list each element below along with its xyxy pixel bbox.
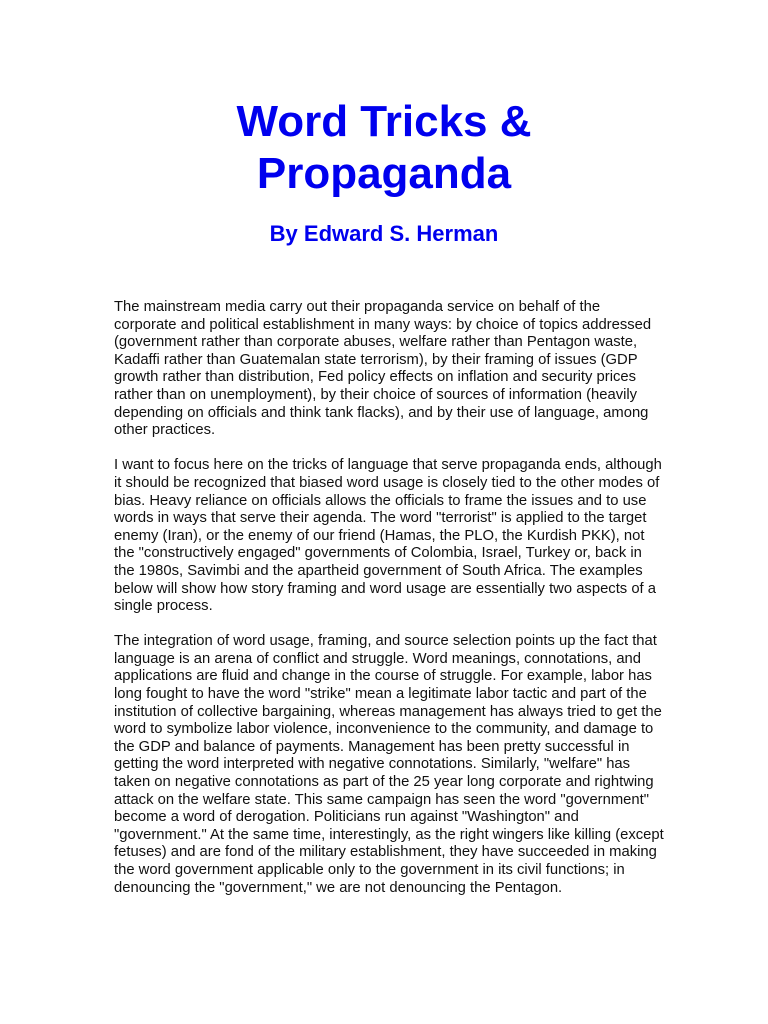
paragraph-1: The mainstream media carry out their propaganda service on behalf of the corporate and political establishment in many ways: by choice of topics addressed (government rather than corporate abuses, welfare rather than Pentagon waste, Kadaffi rather than Guatemalan state terrorism), by their framing of issues (GDP growth rather than distribution, Fed policy effects on inflation and security prices rather than on unemployment), by their choice of sources of information (heavily depending on officials and think tank flacks), and by their use of language, among other practices.	[114, 299, 652, 439]
article-body	[114, 299, 664, 915]
paragraph-3: The integration of word usage, framing, and source selection points up the fact that language is an arena of conflict and struggle. Word meanings, connotations, and applications are fluid and change in the course of struggle. For example, labor has long fought to have the word "strike" mean a legitimate labor tactic and part of the institution of collective bargaining, whereas management has always tried to get the word to symbolize labor violence, inconvenience to the community, and damage to the GDP and balance of payments. Management has been pretty successful in getting the word interpreted with negative connotations. Similarly, "welfare" has taken on negative connotations as part of the 25 year long corporate and rightwing attack on the welfare state. This same campaign has seen the word "government" become a word of derogation. Politicians run against "Washington" and "government." At the same time, interestingly, as the right wingers like killing (except fetuses) and are fond of the military establishment, they have succeeded in making the word government applicable only to the government in its civil functions; in denouncing the "government," we are not denouncing the Pentagon.	[114, 633, 664, 896]
paragraph-2: I want to focus here on the tricks of language that serve propaganda ends, although it should be recognized that biased word usage is closely tied to the other modes of bias. Heavy reliance on officials allows the officials to frame the issues and to use words in ways that serve their agenda. The word "terrorist" is applied to the target enemy (Iran), or the enemy of our friend (Hamas, the PLO, the Kurdish PKK), not the "constructively engaged" governments of Colombia, Israel, Turkey or, back in the 1980s, Savimbi and the apartheid government of South Africa. The examples below will show how story framing and word usage are essentially two aspects of a single process.	[114, 457, 662, 615]
author-byline: By Edward S. Herman	[269, 221, 499, 246]
document-title	[0, 96, 768, 200]
title-line-2: Propaganda	[256, 149, 512, 198]
title-line-1: Word Tricks &	[236, 97, 532, 146]
